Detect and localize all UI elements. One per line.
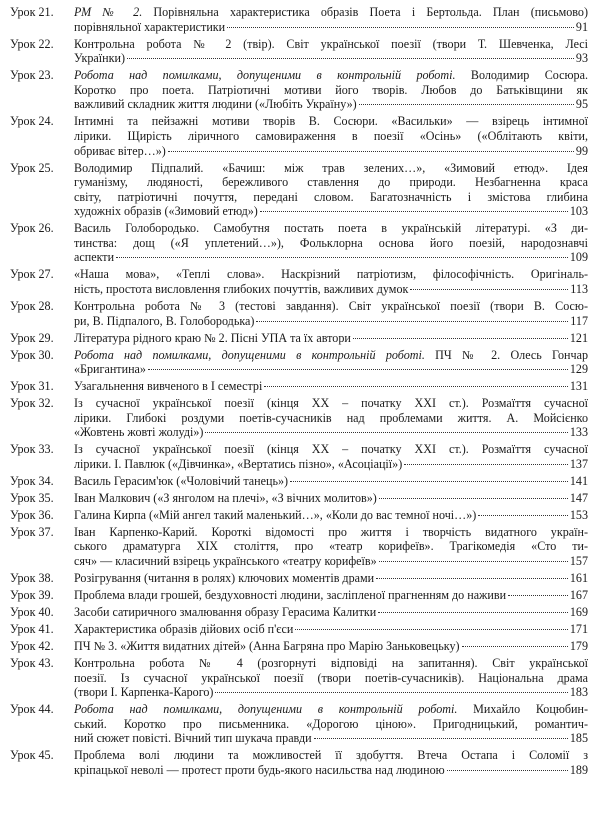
dot-leader [168,151,574,152]
dot-leader [264,386,568,387]
line-text: лірики. Щирість ліричного самовираження в поезії «Осінь» («Облітають квіти, [74,128,588,143]
line-text: Контрольна робота № 2 (твір). Світ української поезії (твори Т. Шевченка, Лесі [74,36,588,51]
line-text: ський. Коротко про письменника. «Дорогою ціною». Пригодницький, романтич- [74,716,588,731]
dot-leader [260,211,568,212]
toc-entry [10,588,588,603]
last-line [74,379,588,394]
line-text: Коротко про поета. Патріотичні мотиви його творів. Любов до Батьківщини як [74,82,588,97]
line-text: світу, патріотичні почуття, передані словом. Багатозначність і змістова глибина [74,189,588,204]
last-line [74,571,588,586]
lesson-number: Урок 29. [10,330,54,345]
dot-leader [478,515,568,516]
lesson-number: Урок 35. [10,490,54,505]
page-number: 179 [569,638,588,653]
page-number: 185 [569,731,588,746]
line-text: кріпацької неволі — протест проти будь-якого насильства над людиною [74,762,445,777]
lesson-number: Урок 26. [10,221,54,236]
description-line [74,175,588,190]
lesson-number: Урок 28. [10,299,54,314]
lesson-number: Урок 27. [10,267,54,282]
description-line [74,68,588,83]
lesson-number: Урок 39. [10,588,54,602]
line-text: художніх образів («Зимовий етюд») [74,204,258,219]
lesson-number: Урок 22. [10,36,54,51]
dot-leader [508,595,568,596]
lesson-description [74,588,588,603]
line-text: сяч» — класичний взірець українського «театру корифеїв» [74,554,377,569]
toc-entry [10,5,588,34]
line-text: лірики. І. Павлюк («Дівчинка», «Вертатись пізно», «Асоціації») [74,456,403,471]
line-text: Галина Кирпа («Мій ангел такий маленький…», «Коли до вас темної ночі…») [74,507,477,522]
line-text: Контрольна робота № 3 (тестові завдання). Світ української поезії (твори В. Сосю- [74,299,588,314]
line-text: Іван Малкович («З янголом на плечі», «З вічних молитов») [74,490,377,505]
last-line [74,588,588,603]
lesson-number: Урок 24. [10,114,54,129]
line-text: «Жовтень жовті жолуді») [74,425,204,440]
page-number: 93 [575,51,588,66]
dot-leader [379,498,568,499]
lesson-description [74,221,588,265]
toc-entry [10,68,588,112]
dot-leader [410,289,568,290]
line-text: Василь Голобородько. Самобутня постать поета в українській літературі. «З ди- [74,221,588,236]
lesson-number: Урок 42. [10,638,54,653]
italic-prefix: Робота над помилками, допущеними в контрольній роботі. [74,68,456,83]
line-text: поезії. Із сучасної української поезії (твори поетів-сучасників). Національна драма [74,670,588,685]
line-text: ПЧ № 3. «Життя видатних дітей» (Анна Багряна про Марію Заньковецьку) [74,638,460,653]
lesson-number: Урок 30. [10,347,54,362]
lesson-description [74,114,588,158]
lesson-description [74,748,588,777]
italic-prefix: РМ № 2. [74,5,143,19]
line-text: Михайло Коцюбин- [473,702,588,717]
last-line [74,250,588,265]
lesson-number: Урок 32. [10,396,54,411]
line-text: Література рідного краю № 2. Пісні УПА та їх автори [74,330,351,345]
toc-entry [10,571,588,586]
lesson-number: Урок 43. [10,655,54,670]
lesson-description [74,5,588,34]
last-line [74,51,588,66]
lesson-number: Урок 34. [10,473,54,488]
page-number: 169 [569,604,588,619]
toc-entry [10,639,588,654]
lesson-description [74,491,588,506]
page-number: 167 [569,588,588,602]
last-line [74,474,588,489]
toc-entry [10,656,588,700]
description-line [74,442,588,457]
line-text: важливий складник життя людини («Любіть Україну») [74,97,357,112]
last-line [74,554,588,569]
page-number: 161 [569,571,588,586]
toc-entry [10,221,588,265]
lesson-description [74,331,588,346]
line-text: «Наша мова», «Теплі слова». Наскрізний патріотизм, філософічність. Оригіналь- [74,267,588,282]
line-text: ність, простота висловлення глибоких почуттів, важливих думок [74,282,409,297]
page-number: 141 [569,473,588,488]
lesson-number: Урок 36. [10,507,54,522]
last-line [74,331,588,346]
description-line [74,299,588,314]
lesson-number: Урок 23. [10,68,54,83]
description-line [74,348,588,363]
lesson-description [74,622,588,637]
lesson-description [74,605,588,620]
page-number: 189 [569,762,588,777]
page-number: 153 [569,507,588,522]
line-text: ПЧ № 2. Олесь Гончар [435,347,588,362]
description-line [74,411,588,426]
dot-leader [295,629,568,630]
last-line [74,97,588,112]
dot-leader [359,104,574,105]
description-line [74,161,588,176]
dot-leader [462,646,568,647]
line-text: Інтимні та пейзажні мотиви творів В. Сосюри. «Васильки» — взірець інтимної [74,114,588,129]
description-line [74,190,588,205]
last-line [74,314,588,329]
toc-entry [10,379,588,394]
toc-entry [10,267,588,296]
toc-entry [10,508,588,523]
page-number: 129 [569,362,588,377]
lesson-description [74,396,588,440]
lesson-description [74,702,588,746]
page-number: 95 [575,97,588,112]
page-number: 147 [569,490,588,505]
toc-entry [10,161,588,219]
last-line [74,425,588,440]
line-text: Із сучасної української поезії (кінця ХХ – початку ХХІ ст.). Розмаїття сучасної [74,396,588,411]
description-line [74,37,588,52]
last-line [74,685,588,700]
lesson-description [74,656,588,700]
toc-entry [10,702,588,746]
line-text: ний сюжет повісті. Вічний тип шукача правди [74,731,312,746]
last-line [74,282,588,297]
lesson-description [74,299,588,328]
lesson-number: Урок 33. [10,442,54,457]
last-line [74,362,588,377]
line-text: (твори І. Карпенка-Карого) [74,685,214,700]
page-number: 91 [575,19,588,34]
description-line [74,267,588,282]
lesson-number: Урок 44. [10,702,54,717]
toc-entry [10,442,588,471]
line-text: Володимир Підпалий. «Бачиш: між трав зелених…», «Зимовий етюд». Ідея [74,160,588,175]
last-line [74,508,588,523]
last-line [74,204,588,219]
last-line [74,491,588,506]
last-line [74,457,588,472]
page-number: 133 [569,425,588,440]
lesson-description [74,571,588,586]
lesson-description [74,508,588,523]
lesson-number: Урок 25. [10,160,54,175]
dot-leader [148,369,568,370]
line-text: гуманізму, людяності, бережливого ставлення до природи. Незбагненна краса [74,175,588,190]
description-line [74,748,588,763]
lesson-number: Урок 40. [10,604,54,619]
dot-leader [256,321,568,322]
last-line [74,20,588,35]
description-line [74,671,588,686]
line-text: Із сучасної української поезії (кінця ХХ – початку ХХІ ст.). Розмаїття сучасної [74,442,588,457]
last-line [74,731,588,746]
line-text: Проблема влади грошей, бездуховності людини, засліпленої прагненням до наживи [74,588,507,602]
lesson-number: Урок 38. [10,571,54,586]
last-line [74,144,588,159]
toc-entry [10,491,588,506]
description-line [74,539,588,554]
dot-leader [447,770,568,771]
page-number: 183 [569,685,588,700]
lesson-number: Урок 41. [10,621,54,636]
line-text: порівняльної характеристики [74,19,226,34]
lesson-description [74,161,588,219]
description-line [74,83,588,98]
lesson-description [74,37,588,66]
dot-leader [127,58,574,59]
line-text: аспекти [74,250,115,265]
toc-entry [10,748,588,777]
page-number: 137 [569,456,588,471]
last-line [74,639,588,654]
dot-leader [376,578,568,579]
page-number: 113 [570,282,588,297]
line-text: Василь Герасим'юк («Чоловічий танець») [74,473,289,488]
lesson-description [74,267,588,296]
page-number: 99 [575,143,588,158]
dot-leader [378,612,568,613]
page-number: 117 [570,313,588,328]
description-line [74,525,588,540]
line-text: Характеристика образів дійових осіб п'єси [74,621,294,636]
last-line [74,622,588,637]
lesson-description [74,379,588,394]
toc-entry [10,331,588,346]
dot-leader [314,738,568,739]
toc-entry [10,474,588,489]
toc-entry [10,37,588,66]
toc-entry [10,605,588,620]
lesson-number: Урок 21. [10,5,54,19]
dot-leader [205,432,567,433]
line-text: Українки) [74,51,125,66]
line-text: Володимир Сосюра. [470,68,588,83]
page-number: 109 [569,250,588,265]
line-text: «Бригантина» [74,362,146,377]
description-line [74,396,588,411]
dot-leader [290,481,568,482]
description-line [74,656,588,671]
page-number: 171 [569,621,588,636]
description-line [74,236,588,251]
toc-entry [10,299,588,328]
page-number: 131 [569,379,588,394]
line-text: Контрольна робота № 4 (розгорнуті відповіді на запитання). Світ української [74,655,588,670]
dot-leader [215,692,567,693]
last-line [74,605,588,620]
line-text: тинства: дощ («Я уплетений…»), Фольклорна основа його поезій, народознавчі [74,235,588,250]
toc-entry [10,114,588,158]
description-line [74,221,588,236]
line-text: обриває вітер…») [74,143,166,158]
toc-entry [10,396,588,440]
italic-prefix: Робота над помилками, допущеними в контрольній роботі. [74,347,425,362]
description-line [74,702,588,717]
lesson-description [74,68,588,112]
line-text: Засоби сатиричного змалювання образу Герасима Калитки [74,604,377,619]
italic-prefix: Робота над помилками, допущеними в контрольній роботі. [74,702,458,717]
toc-entry [10,525,588,569]
page-number: 103 [569,204,588,219]
lesson-number: Урок 45. [10,748,54,763]
line-text: Розігрування (читання в ролях) ключових моментів драми [74,571,375,586]
dot-leader [379,561,568,562]
line-text: Порівняльна характеристика образів Поета і Бертольда. План (письмово) [153,5,588,19]
page-number: 157 [569,554,588,569]
dot-leader [353,338,568,339]
lesson-description [74,442,588,471]
line-text: Узагальнення вивченого в І семестрі [74,379,263,394]
description-line [74,717,588,732]
dot-leader [227,27,574,28]
toc-entry [10,348,588,377]
description-line [74,114,588,129]
lesson-description [74,348,588,377]
dot-leader [116,257,568,258]
description-line [74,129,588,144]
dot-leader [404,464,568,465]
line-text: ри, В. Підпалого, В. Голобородька) [74,313,255,328]
line-text: Проблема волі людини та можливостей її здобуття. Втеча Остапа і Соломії з [74,748,588,763]
last-line [74,763,588,778]
lesson-description [74,525,588,569]
line-text: ського драматурга XIX століття, про «театр корифеїв». Трагікомедія «Сто ти- [74,539,588,554]
lesson-description [74,639,588,654]
lesson-number: Урок 31. [10,379,54,394]
line-text: лірики. Глибокі роздуми поетів-сучасників над проблемами життя. А. Мойсієнко [74,410,588,425]
toc-entry [10,622,588,637]
page-number: 121 [569,330,588,345]
line-text: Іван Карпенко-Карий. Короткі відомості про життя і творчість видатного україн- [74,524,588,539]
lesson-description [74,474,588,489]
lesson-number: Урок 37. [10,524,54,539]
description-line [74,5,588,20]
